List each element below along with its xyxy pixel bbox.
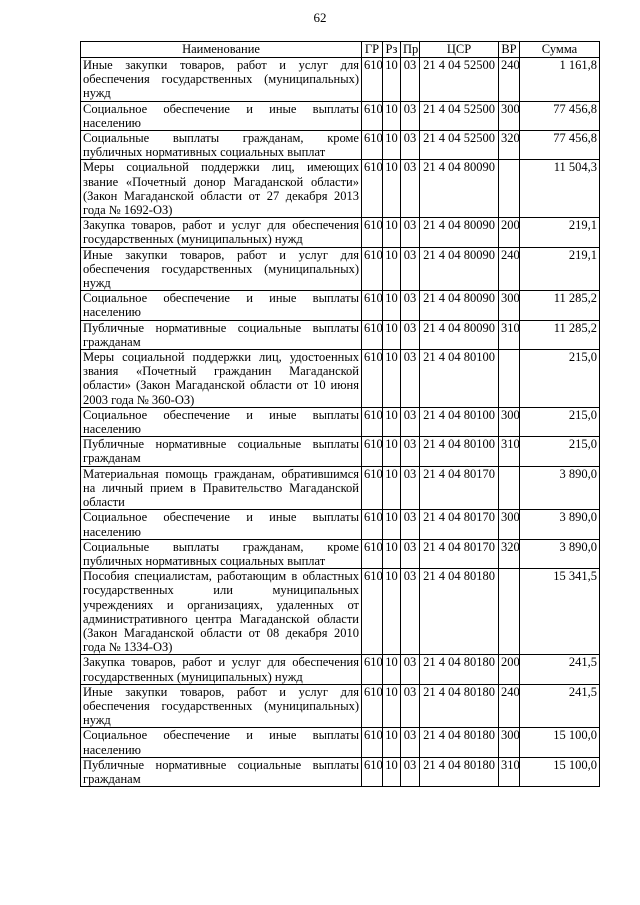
cell-gr: 610 [362, 757, 383, 786]
table-row [81, 655, 600, 684]
cell-sum: 11 285,2 [520, 320, 600, 349]
cell-name: Социальное обеспечение и иные выплаты населению [81, 510, 362, 539]
cell-rz: 10 [383, 58, 401, 102]
cell-pr: 03 [401, 539, 420, 568]
cell-csr: 21 4 04 80180 [420, 569, 499, 655]
table-row [81, 757, 600, 786]
cell-sum: 3 890,0 [520, 539, 600, 568]
cell-sum: 219,1 [520, 218, 600, 247]
cell-pr: 03 [401, 320, 420, 349]
cell-pr: 03 [401, 510, 420, 539]
cell-rz: 10 [383, 407, 401, 436]
cell-sum: 15 341,5 [520, 569, 600, 655]
cell-name: Социальное обеспечение и иные выплаты населению [81, 407, 362, 436]
table-row [81, 101, 600, 130]
table-row [81, 437, 600, 466]
cell-rz: 10 [383, 101, 401, 130]
cell-gr: 610 [362, 131, 383, 160]
cell-sum: 11 285,2 [520, 291, 600, 320]
cell-rz: 10 [383, 757, 401, 786]
cell-csr: 21 4 04 52500 [420, 101, 499, 130]
cell-pr: 03 [401, 655, 420, 684]
cell-sum: 77 456,8 [520, 131, 600, 160]
cell-gr: 610 [362, 101, 383, 130]
cell-name: Иные закупки товаров, работ и услуг для обеспечения государственных (муниципальных) нужд [81, 247, 362, 291]
table-row [81, 466, 600, 510]
cell-gr: 610 [362, 407, 383, 436]
cell-sum: 77 456,8 [520, 101, 600, 130]
cell-name: Закупка товаров, работ и услуг для обеспечения государственных (муниципальных) нужд [81, 218, 362, 247]
cell-gr: 610 [362, 569, 383, 655]
cell-rz: 10 [383, 655, 401, 684]
table-row [81, 684, 600, 728]
budget-table [80, 41, 600, 787]
cell-csr: 21 4 04 80180 [420, 655, 499, 684]
table-row [81, 160, 600, 218]
cell-rz: 10 [383, 160, 401, 218]
cell-name: Публичные нормативные социальные выплаты гражданам [81, 437, 362, 466]
table-header-row [81, 42, 600, 58]
cell-pr: 03 [401, 247, 420, 291]
cell-pr: 03 [401, 218, 420, 247]
cell-rz: 10 [383, 320, 401, 349]
cell-sum: 3 890,0 [520, 466, 600, 510]
cell-rz: 10 [383, 569, 401, 655]
table-row [81, 320, 600, 349]
cell-csr: 21 4 04 80090 [420, 247, 499, 291]
cell-sum: 215,0 [520, 407, 600, 436]
page-number: 62 [313, 10, 327, 25]
cell-csr: 21 4 04 80180 [420, 728, 499, 757]
cell-gr: 610 [362, 58, 383, 102]
cell-name: Социальное обеспечение и иные выплаты населению [81, 291, 362, 320]
table-row [81, 539, 600, 568]
cell-csr: 21 4 04 80170 [420, 466, 499, 510]
cell-name: Материальная помощь гражданам, обратившимся на личный прием в Правительство Магаданской области [81, 466, 362, 510]
cell-sum: 3 890,0 [520, 510, 600, 539]
cell-pr: 03 [401, 466, 420, 510]
cell-gr: 610 [362, 247, 383, 291]
cell-gr: 610 [362, 291, 383, 320]
cell-rz: 10 [383, 684, 401, 728]
cell-pr: 03 [401, 684, 420, 728]
cell-gr: 610 [362, 684, 383, 728]
cell-gr: 610 [362, 728, 383, 757]
cell-pr: 03 [401, 407, 420, 436]
cell-csr: 21 4 04 80180 [420, 757, 499, 786]
cell-csr: 21 4 04 52500 [420, 131, 499, 160]
cell-vr: 320 [499, 131, 520, 160]
cell-rz: 10 [383, 291, 401, 320]
cell-pr: 03 [401, 291, 420, 320]
cell-csr: 21 4 04 80170 [420, 510, 499, 539]
cell-rz: 10 [383, 218, 401, 247]
cell-rz: 10 [383, 466, 401, 510]
cell-csr: 21 4 04 52500 [420, 58, 499, 102]
cell-vr: 240 [499, 247, 520, 291]
cell-csr: 21 4 04 80100 [420, 437, 499, 466]
header-rz: Рз [383, 42, 401, 58]
cell-vr: 300 [499, 728, 520, 757]
cell-pr: 03 [401, 350, 420, 408]
cell-pr: 03 [401, 728, 420, 757]
cell-rz: 10 [383, 510, 401, 539]
table-row [81, 407, 600, 436]
cell-name: Публичные нормативные социальные выплаты гражданам [81, 320, 362, 349]
header-name: Наименование [81, 42, 362, 58]
cell-csr: 21 4 04 80090 [420, 320, 499, 349]
cell-sum: 241,5 [520, 684, 600, 728]
cell-name: Публичные нормативные социальные выплаты гражданам [81, 757, 362, 786]
header-sum: Сумма [520, 42, 600, 58]
cell-name: Меры социальной поддержки лиц, имеющих звание «Почетный донор Магаданской области» (Закон Магаданской области от 27 декабря 2013 года № 1692-ОЗ) [81, 160, 362, 218]
cell-name: Иные закупки товаров, работ и услуг для обеспечения государственных (муниципальных) нужд [81, 58, 362, 102]
cell-vr: 300 [499, 101, 520, 130]
header-pr: Пр [401, 42, 420, 58]
cell-csr: 21 4 04 80100 [420, 407, 499, 436]
cell-name: Социальные выплаты гражданам, кроме публичных нормативных социальных выплат [81, 131, 362, 160]
cell-rz: 10 [383, 247, 401, 291]
cell-pr: 03 [401, 569, 420, 655]
cell-gr: 610 [362, 466, 383, 510]
cell-gr: 610 [362, 539, 383, 568]
cell-sum: 215,0 [520, 350, 600, 408]
table-row [81, 58, 600, 102]
cell-pr: 03 [401, 757, 420, 786]
cell-gr: 610 [362, 510, 383, 539]
cell-gr: 610 [362, 218, 383, 247]
cell-vr: 310 [499, 320, 520, 349]
cell-rz: 10 [383, 539, 401, 568]
cell-vr: 240 [499, 58, 520, 102]
cell-vr [499, 466, 520, 510]
table-row [81, 569, 600, 655]
table-row [81, 218, 600, 247]
cell-vr: 310 [499, 437, 520, 466]
cell-vr: 320 [499, 539, 520, 568]
cell-rz: 10 [383, 728, 401, 757]
cell-sum: 215,0 [520, 437, 600, 466]
cell-name: Социальное обеспечение и иные выплаты населению [81, 101, 362, 130]
cell-vr: 200 [499, 655, 520, 684]
cell-name: Пособия специалистам, работающим в областных государственных или муниципальных учреждениях и организациях, удаленных от административного центра Магаданской области (Закон Магаданской области от 08 декабря 2010 года № 1334-ОЗ) [81, 569, 362, 655]
cell-sum: 11 504,3 [520, 160, 600, 218]
cell-csr: 21 4 04 80180 [420, 684, 499, 728]
cell-vr: 300 [499, 291, 520, 320]
cell-sum: 241,5 [520, 655, 600, 684]
cell-csr: 21 4 04 80170 [420, 539, 499, 568]
table-row [81, 350, 600, 408]
cell-vr [499, 569, 520, 655]
table-row [81, 728, 600, 757]
cell-rz: 10 [383, 131, 401, 160]
cell-vr: 300 [499, 510, 520, 539]
cell-csr: 21 4 04 80090 [420, 160, 499, 218]
cell-sum: 15 100,0 [520, 757, 600, 786]
cell-gr: 610 [362, 320, 383, 349]
cell-vr [499, 350, 520, 408]
header-csr: ЦСР [420, 42, 499, 58]
cell-pr: 03 [401, 160, 420, 218]
table-row [81, 291, 600, 320]
table-row [81, 131, 600, 160]
cell-gr: 610 [362, 655, 383, 684]
cell-csr: 21 4 04 80090 [420, 291, 499, 320]
cell-vr: 300 [499, 407, 520, 436]
cell-pr: 03 [401, 58, 420, 102]
table-row [81, 247, 600, 291]
cell-name: Закупка товаров, работ и услуг для обеспечения государственных (муниципальных) нужд [81, 655, 362, 684]
cell-pr: 03 [401, 101, 420, 130]
cell-name: Социальное обеспечение и иные выплаты населению [81, 728, 362, 757]
cell-pr: 03 [401, 131, 420, 160]
cell-vr: 200 [499, 218, 520, 247]
cell-name: Социальные выплаты гражданам, кроме публичных нормативных социальных выплат [81, 539, 362, 568]
cell-gr: 610 [362, 160, 383, 218]
cell-csr: 21 4 04 80100 [420, 350, 499, 408]
cell-rz: 10 [383, 350, 401, 408]
cell-vr: 240 [499, 684, 520, 728]
table-row [81, 510, 600, 539]
cell-gr: 610 [362, 437, 383, 466]
cell-gr: 610 [362, 350, 383, 408]
cell-sum: 219,1 [520, 247, 600, 291]
cell-vr: 310 [499, 757, 520, 786]
cell-sum: 15 100,0 [520, 728, 600, 757]
cell-name: Иные закупки товаров, работ и услуг для обеспечения государственных (муниципальных) нужд [81, 684, 362, 728]
cell-vr [499, 160, 520, 218]
table-body [81, 58, 600, 787]
header-gr: ГР [362, 42, 383, 58]
cell-sum: 1 161,8 [520, 58, 600, 102]
cell-name: Меры социальной поддержки лиц, удостоенных звания «Почетный гражданин Магаданской области» (Закон Магаданской области от 10 июня 2003 года № 360-ОЗ) [81, 350, 362, 408]
cell-rz: 10 [383, 437, 401, 466]
cell-csr: 21 4 04 80090 [420, 218, 499, 247]
cell-pr: 03 [401, 437, 420, 466]
header-vr: ВР [499, 42, 520, 58]
